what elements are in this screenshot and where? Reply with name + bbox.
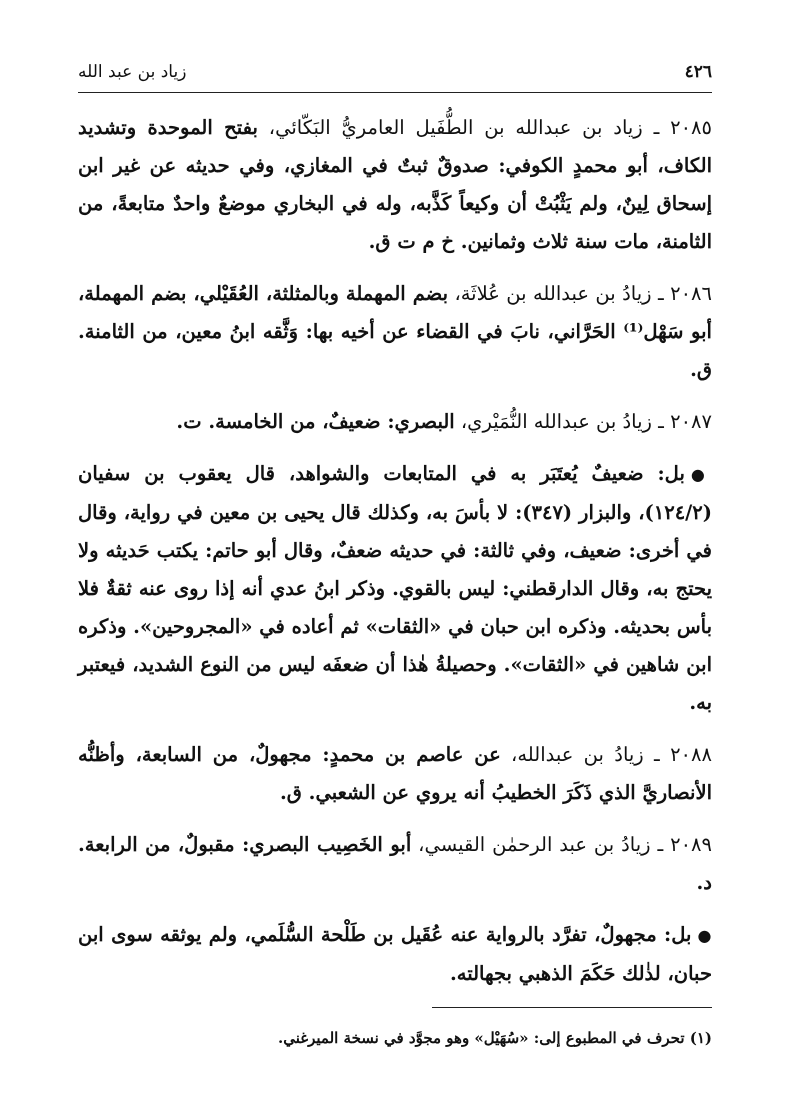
entry-text: بضم المهملة وبالمثلثة، العُقَيْلي، بضم المهملة، أبو سَهْل⁽¹⁾ الحَرَّاني، نابَ في القضاء عن أخيه بها: وَثَّقه ابنُ معين، من الثامنة. ق. [78,282,712,381]
entry-text: أبو الخَصِيب البصري: مقبولٌ، من الرابعة. د. [78,833,712,894]
entry-name: زياد بن عبدالله بن الطُّفَيل العامريُّ البَكّائي، [268,116,643,139]
entry-number: ٢٠٨٧ ـ [658,410,712,433]
entry-name: زيادُ بن عبدالله بن عُلاثَة، [454,282,652,305]
running-header [78,56,712,93]
page-number: ٤٢٦ [684,62,712,82]
entry-number: ٢٠٨٨ ـ [654,743,712,766]
footnote: (١) تحرف في المطبوع إلى: «سُهَيْل» وهو مجوَّد في نسخة الميرغني. [278,1029,712,1047]
entry-name: زيادُ بن عبدالله، [511,743,644,766]
entry-text: البصري: ضعيفٌ، من الخامسة. ت. [176,410,455,433]
bullet-icon: ● [690,465,713,484]
entry-name: زيادُ بن عبد الرحمٰن القيسي، [418,833,651,856]
entry-number: ٢٠٨٥ ـ [653,116,713,139]
comment-text: بل: مجهولٌ، تفرَّد بالرواية عنه عُقَيل بن طَلْحة السُّلَمي، ولم يوثقه سوى ابن حبان، لذٰلك حَكَمَ الذهبي بجهالته. [78,923,712,985]
footnote-divider [432,1007,712,1008]
entry-2088 [78,736,712,812]
comment-2089 [78,916,712,993]
body-text [78,109,712,993]
entry-2085 [78,109,712,261]
entry-2087 [78,403,712,441]
comment-2087 [78,455,712,722]
entry-text: عن عاصم بن محمدٍ: مجهولٌ، من السابعة، وأظنُّه الأنصاريَّ الذي ذَكَرَ الخطيبُ أنه يروي عن الشعبي. ق. [78,743,712,804]
entry-name: زيادُ بن عبدالله النُّمَيْري، [460,410,652,433]
running-title: زياد بن عبد الله [78,62,187,82]
entry-2086 [78,275,712,389]
comment-text: بل: ضعيفٌ يُعتَبَر به في المتابعات والشواهد، قال يعقوب بن سفيان (١٢٤/٢)، والبزار (٣٤٧): لا بأسَ به، وكذلك قال يحيى بن معين في رواية، وقال في أخرى: ضعيف، وفي ثالثة: في حديثه ضعفٌ، وقال أبو حاتم: يكتب حَديثه ولا يحتج به، وقال الدارقطني: ليس بالقوي. وذكر ابنُ عدي أنه إذا روى عنه ثقةٌ فلا بأس بحديثه. وذكره ابن حبان في «الثقات» ثم أعاده في «المجروحين». وذكره ابن شاهين في «الثقات». وحصيلةُ هٰذا أن ضعفَه ليس من النوع الشديد، فيعتبر به. [78,462,713,714]
entry-number: ٢٠٨٩ ـ [657,833,712,856]
entry-text: بفتح الموحدة وتشديد الكاف، أبو محمدٍ الكوفي: صدوقٌ ثبتٌ في المغازي، وفي حديثه عن غير ابن إسحاق لِينٌ، ولم يَثْبُتْ أن وكيعاً كَذَّبه، وله في البخاري موضعٌ واحدٌ متابعةً، من الثامنة، مات سنة ثلاث وثمانين. خ م ت ق. [78,116,712,253]
entry-number: ٢٠٨٦ ـ [657,282,713,305]
bullet-icon: ● [697,926,713,945]
page [78,56,712,1086]
entry-2089 [78,826,712,902]
